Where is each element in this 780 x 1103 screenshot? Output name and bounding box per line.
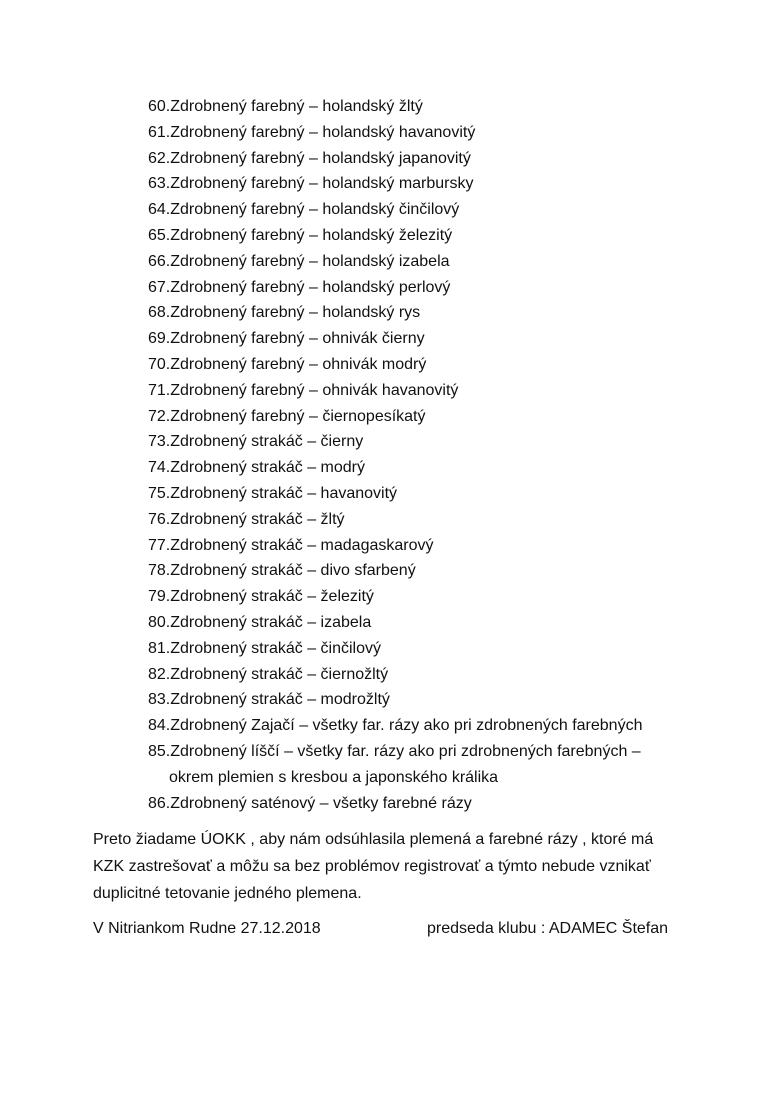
list-item: 60.Zdrobnený farebný – holandský žltý — [148, 98, 423, 115]
list-item: 62.Zdrobnený farebný – holandský japanovitý — [148, 149, 471, 167]
list-item: 71.Zdrobnený farebný – ohnivák havanovitý — [148, 381, 459, 399]
list-item-85 — [148, 739, 642, 791]
list-item-86: 86.Zdrobnený saténový – všetky farebné rázy — [148, 794, 472, 812]
list-item: 64.Zdrobnený farebný – holandský činčilový — [148, 201, 460, 219]
list-item: 72.Zdrobnený farebný – čiernopesíkatý — [148, 407, 426, 425]
list-item: 75.Zdrobnený strakáč – havanovitý — [148, 484, 398, 502]
list-item: 76.Zdrobnený strakáč – žltý — [148, 510, 345, 528]
list-item: 67.Zdrobnený farebný – holandský perlový — [148, 278, 451, 296]
signature-line: predseda klubu : ADAMEC Štefan — [427, 920, 669, 937]
paragraph-line: Preto žiadame ÚOKK , aby nám odsúhlasila plemená a farebné rázy , ktoré má — [93, 831, 654, 848]
list-item: 70.Zdrobnený farebný – ohnivák modrý — [148, 355, 427, 373]
list-item: 81.Zdrobnený strakáč – činčilový — [148, 639, 381, 657]
list-item: 82.Zdrobnený strakáč – čiernožltý — [148, 665, 389, 683]
list-item: 73.Zdrobnený strakáč – čierny — [148, 433, 364, 451]
list-item: 77.Zdrobnený strakáč – madagaskarový — [148, 536, 434, 554]
list-item: 66.Zdrobnený farebný – holandský izabela — [148, 252, 450, 270]
paragraph-line: KZK zastrešovať a môžu sa bez problémov registrovať a týmto nebude vznikať — [93, 858, 651, 875]
list-item: 68.Zdrobnený farebný – holandský rys — [148, 304, 421, 322]
breed-list — [148, 94, 642, 816]
list-item: 84.Zdrobnený Zajačí – všetky far. rázy ako pri zdrobnených farebných — [148, 717, 643, 735]
list-item-85-line1: 85.Zdrobnený líščí – všetky far. rázy ako pri zdrobnených farebných – — [148, 742, 641, 760]
list-item-85-line2: okrem plemien s kresbou a japonského králika — [169, 768, 499, 786]
list-item: 69.Zdrobnený farebný – ohnivák čierny — [148, 330, 425, 348]
list-item: 61.Zdrobnený farebný – holandský havanovitý — [148, 123, 476, 141]
list-item: 80.Zdrobnený strakáč – izabela — [148, 613, 372, 631]
list-item: 74.Zdrobnený strakáč – modrý — [148, 459, 365, 477]
list-item: 79.Zdrobnený strakáč – železitý — [148, 588, 374, 606]
place-date: V Nitriankom Rudne 27.12.2018 — [93, 920, 321, 937]
list-item: 65.Zdrobnený farebný – holandský železitý — [148, 226, 453, 244]
request-paragraph — [93, 826, 703, 907]
list-item: 63.Zdrobnený farebný – holandský marbursky — [148, 175, 474, 193]
list-item: 83.Zdrobnený strakáč – modrožltý — [148, 691, 390, 709]
paragraph-line: duplicitné tetovanie jedného plemena. — [93, 885, 362, 902]
list-item: 78.Zdrobnený strakáč – divo sfarbený — [148, 562, 416, 580]
